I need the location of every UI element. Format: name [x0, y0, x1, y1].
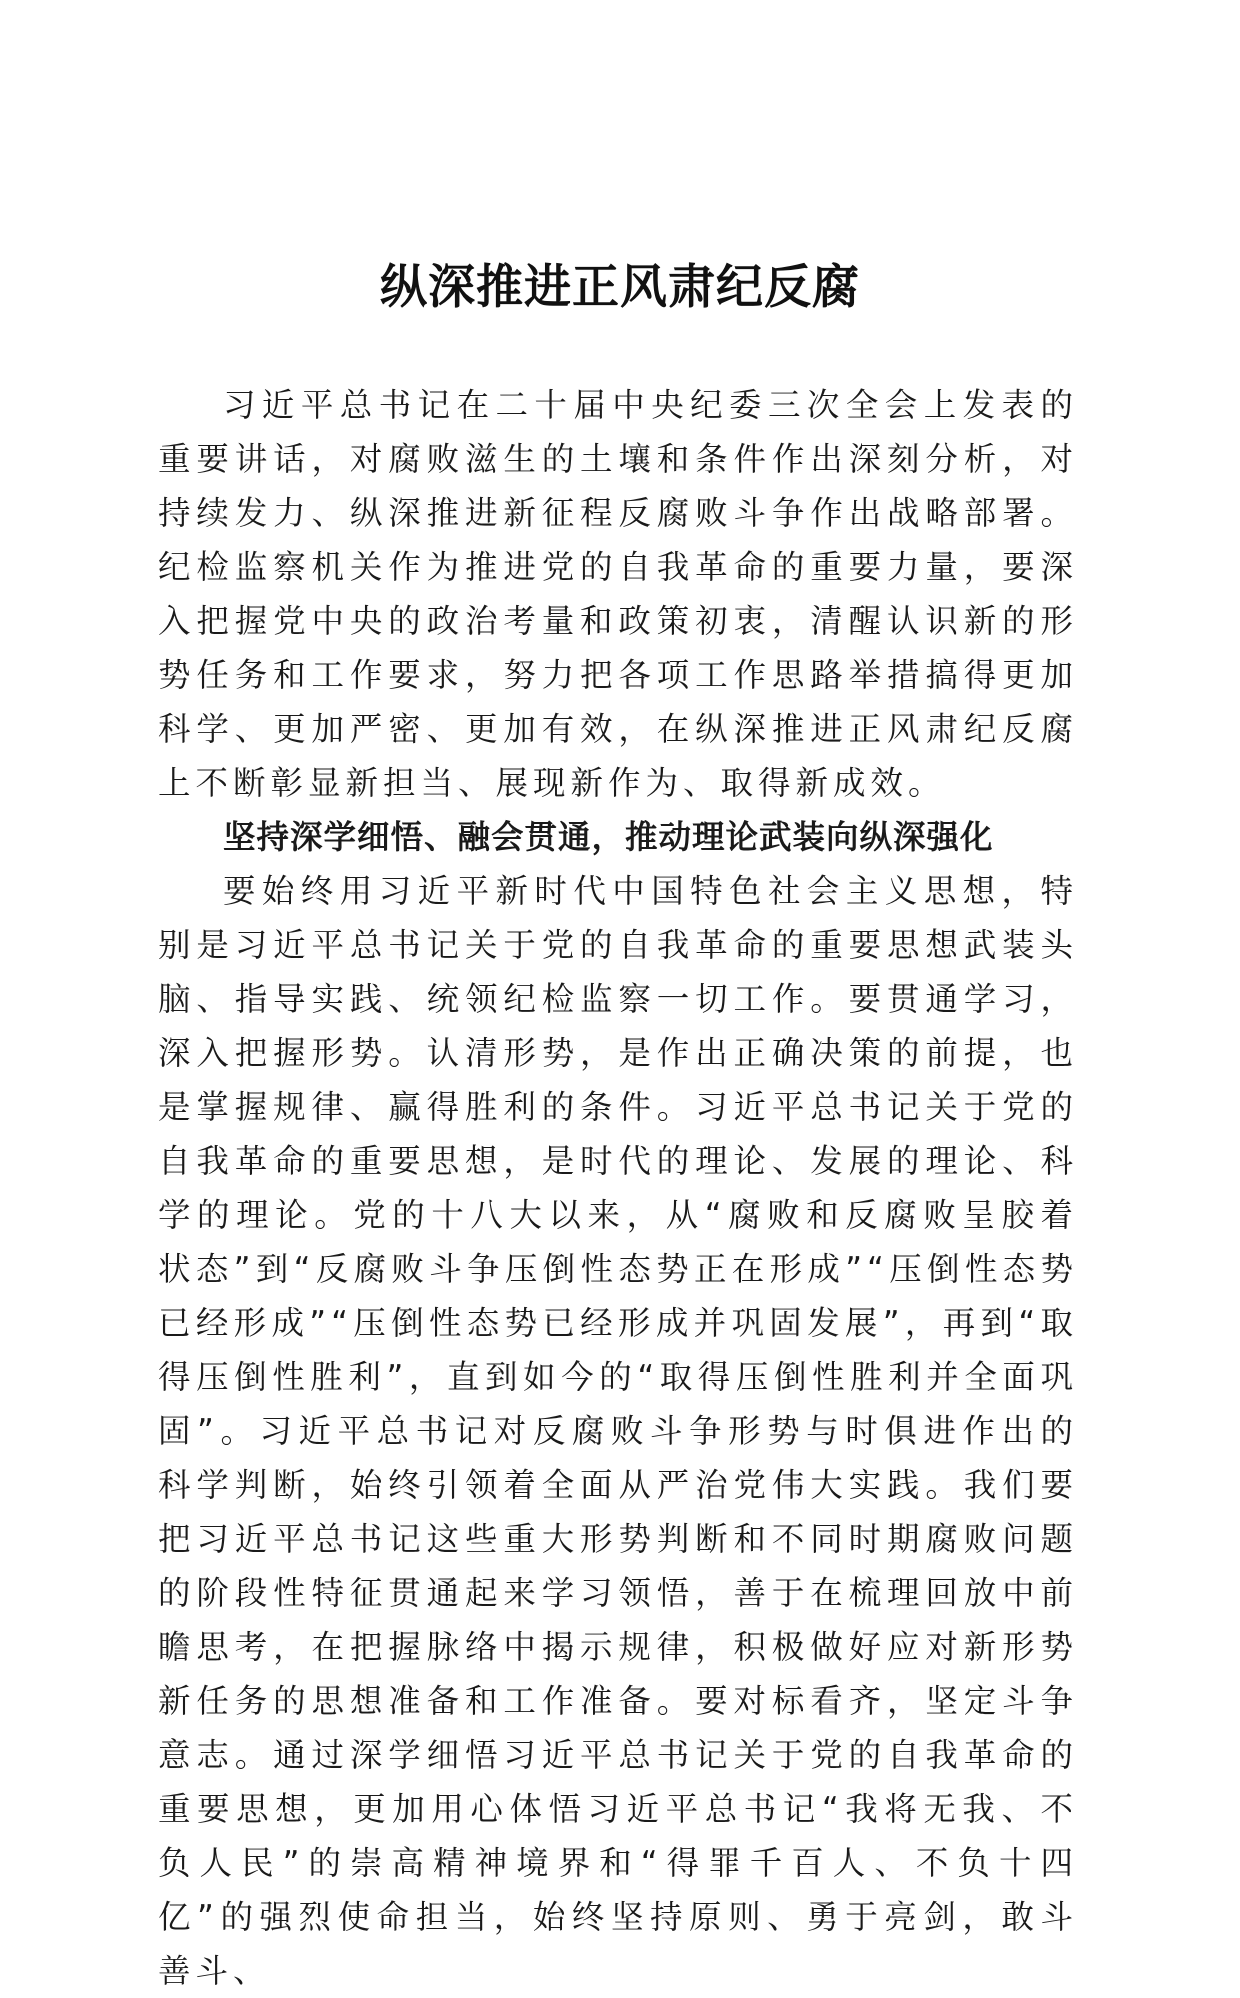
intro-paragraph: 习近平总书记在二十届中央纪委三次全会上发表的重要讲话，对腐败滋生的土壤和条件作出深刻分析，对持续发力、纵深推进新征程反腐败斗争作出战略部署。纪检监察机关作为推进党的自我革命的重要力量，要深入把握党中央的政治考量和政策初衷，清醒认识新的形势任务和工作要求，努力把各项工作思路举措搞得更加科学、更加严密、更加有效，在纵深推进正风肃纪反腐上不断彰显新担当、展现新作为、取得新成效。	[158, 386, 1078, 802]
section-paragraph: 要始终用习近平新时代中国特色社会主义思想，特别是习近平总书记关于党的自我革命的重要思想武装头脑、指导实践、统领纪检监察一切工作。要贯通学习，深入把握形势。认清形势，是作出正确决策的前提，也是掌握规律、赢得胜利的条件。习近平总书记关于党的自我革命的重要思想，是时代的理论、发展的理论、科学的理论。党的十八大以来，从“腐败和反腐败呈胶着状态”到“反腐败斗争压倒性态势正在形成”“压倒性态势已经形成”“压倒性态势已经形成并巩固发展”，再到“取得压倒性胜利”，直到如今的“取得压倒性胜利并全面巩固”。习近平总书记对反腐败斗争形势与时俱进作出的科学判断，始终引领着全面从严治党伟大实践。我们要把习近平总书记这些重大形势判断和不同时期腐败问题的阶段性特征贯通起来学习领悟，善于在梳理回放中前瞻思考，在把握脉络中揭示规律，积极做好应对新形势新任务的思想准备和工作准备。要对标看齐，坚定斗争意志。通过深学细悟习近平总书记关于党的自我革命的重要思想，更加用心体悟习近平总书记“我将无我、不负人民”的崇高精神境界和“得罪千百人、不负十四亿”的强烈使命担当，始终坚持原则、勇于亮剑，敢斗善斗、	[158, 872, 1078, 1990]
document-title: 纵深推进正风肃纪反腐	[380, 260, 860, 315]
section-heading: 坚持深学细悟、融会贯通，推动理论武装向纵深强化	[223, 818, 994, 856]
document-body	[158, 378, 1078, 1998]
